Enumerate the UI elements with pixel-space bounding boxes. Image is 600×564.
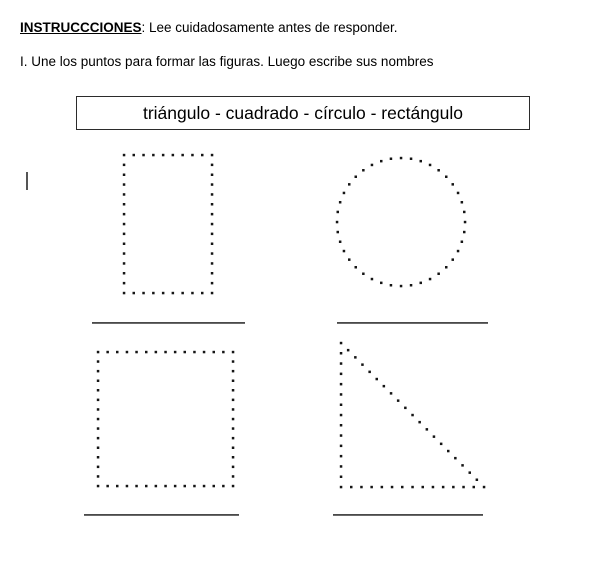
- task-statement: I. Une los puntos para formar las figuras. Luego escribe sus nombres: [20, 54, 434, 69]
- figure-circle-dots[interactable]: [336, 157, 467, 287]
- figure-triangle-dots[interactable]: [340, 342, 486, 489]
- word-bank-text: triángulo - cuadrado - círculo - rectángulo: [142, 102, 464, 123]
- instructions-heading-suffix: : Lee cuidadosamente antes de responder.: [141, 20, 398, 35]
- answer-line[interactable]: [92, 322, 245, 324]
- answer-line[interactable]: [333, 514, 483, 516]
- figure-square-dots[interactable]: [97, 351, 235, 488]
- answer-line[interactable]: [84, 514, 239, 516]
- answer-line[interactable]: [337, 322, 488, 324]
- figure-rectangle-dots[interactable]: [123, 154, 214, 294]
- instructions-heading: INSTRUCCCIONES: [20, 20, 142, 35]
